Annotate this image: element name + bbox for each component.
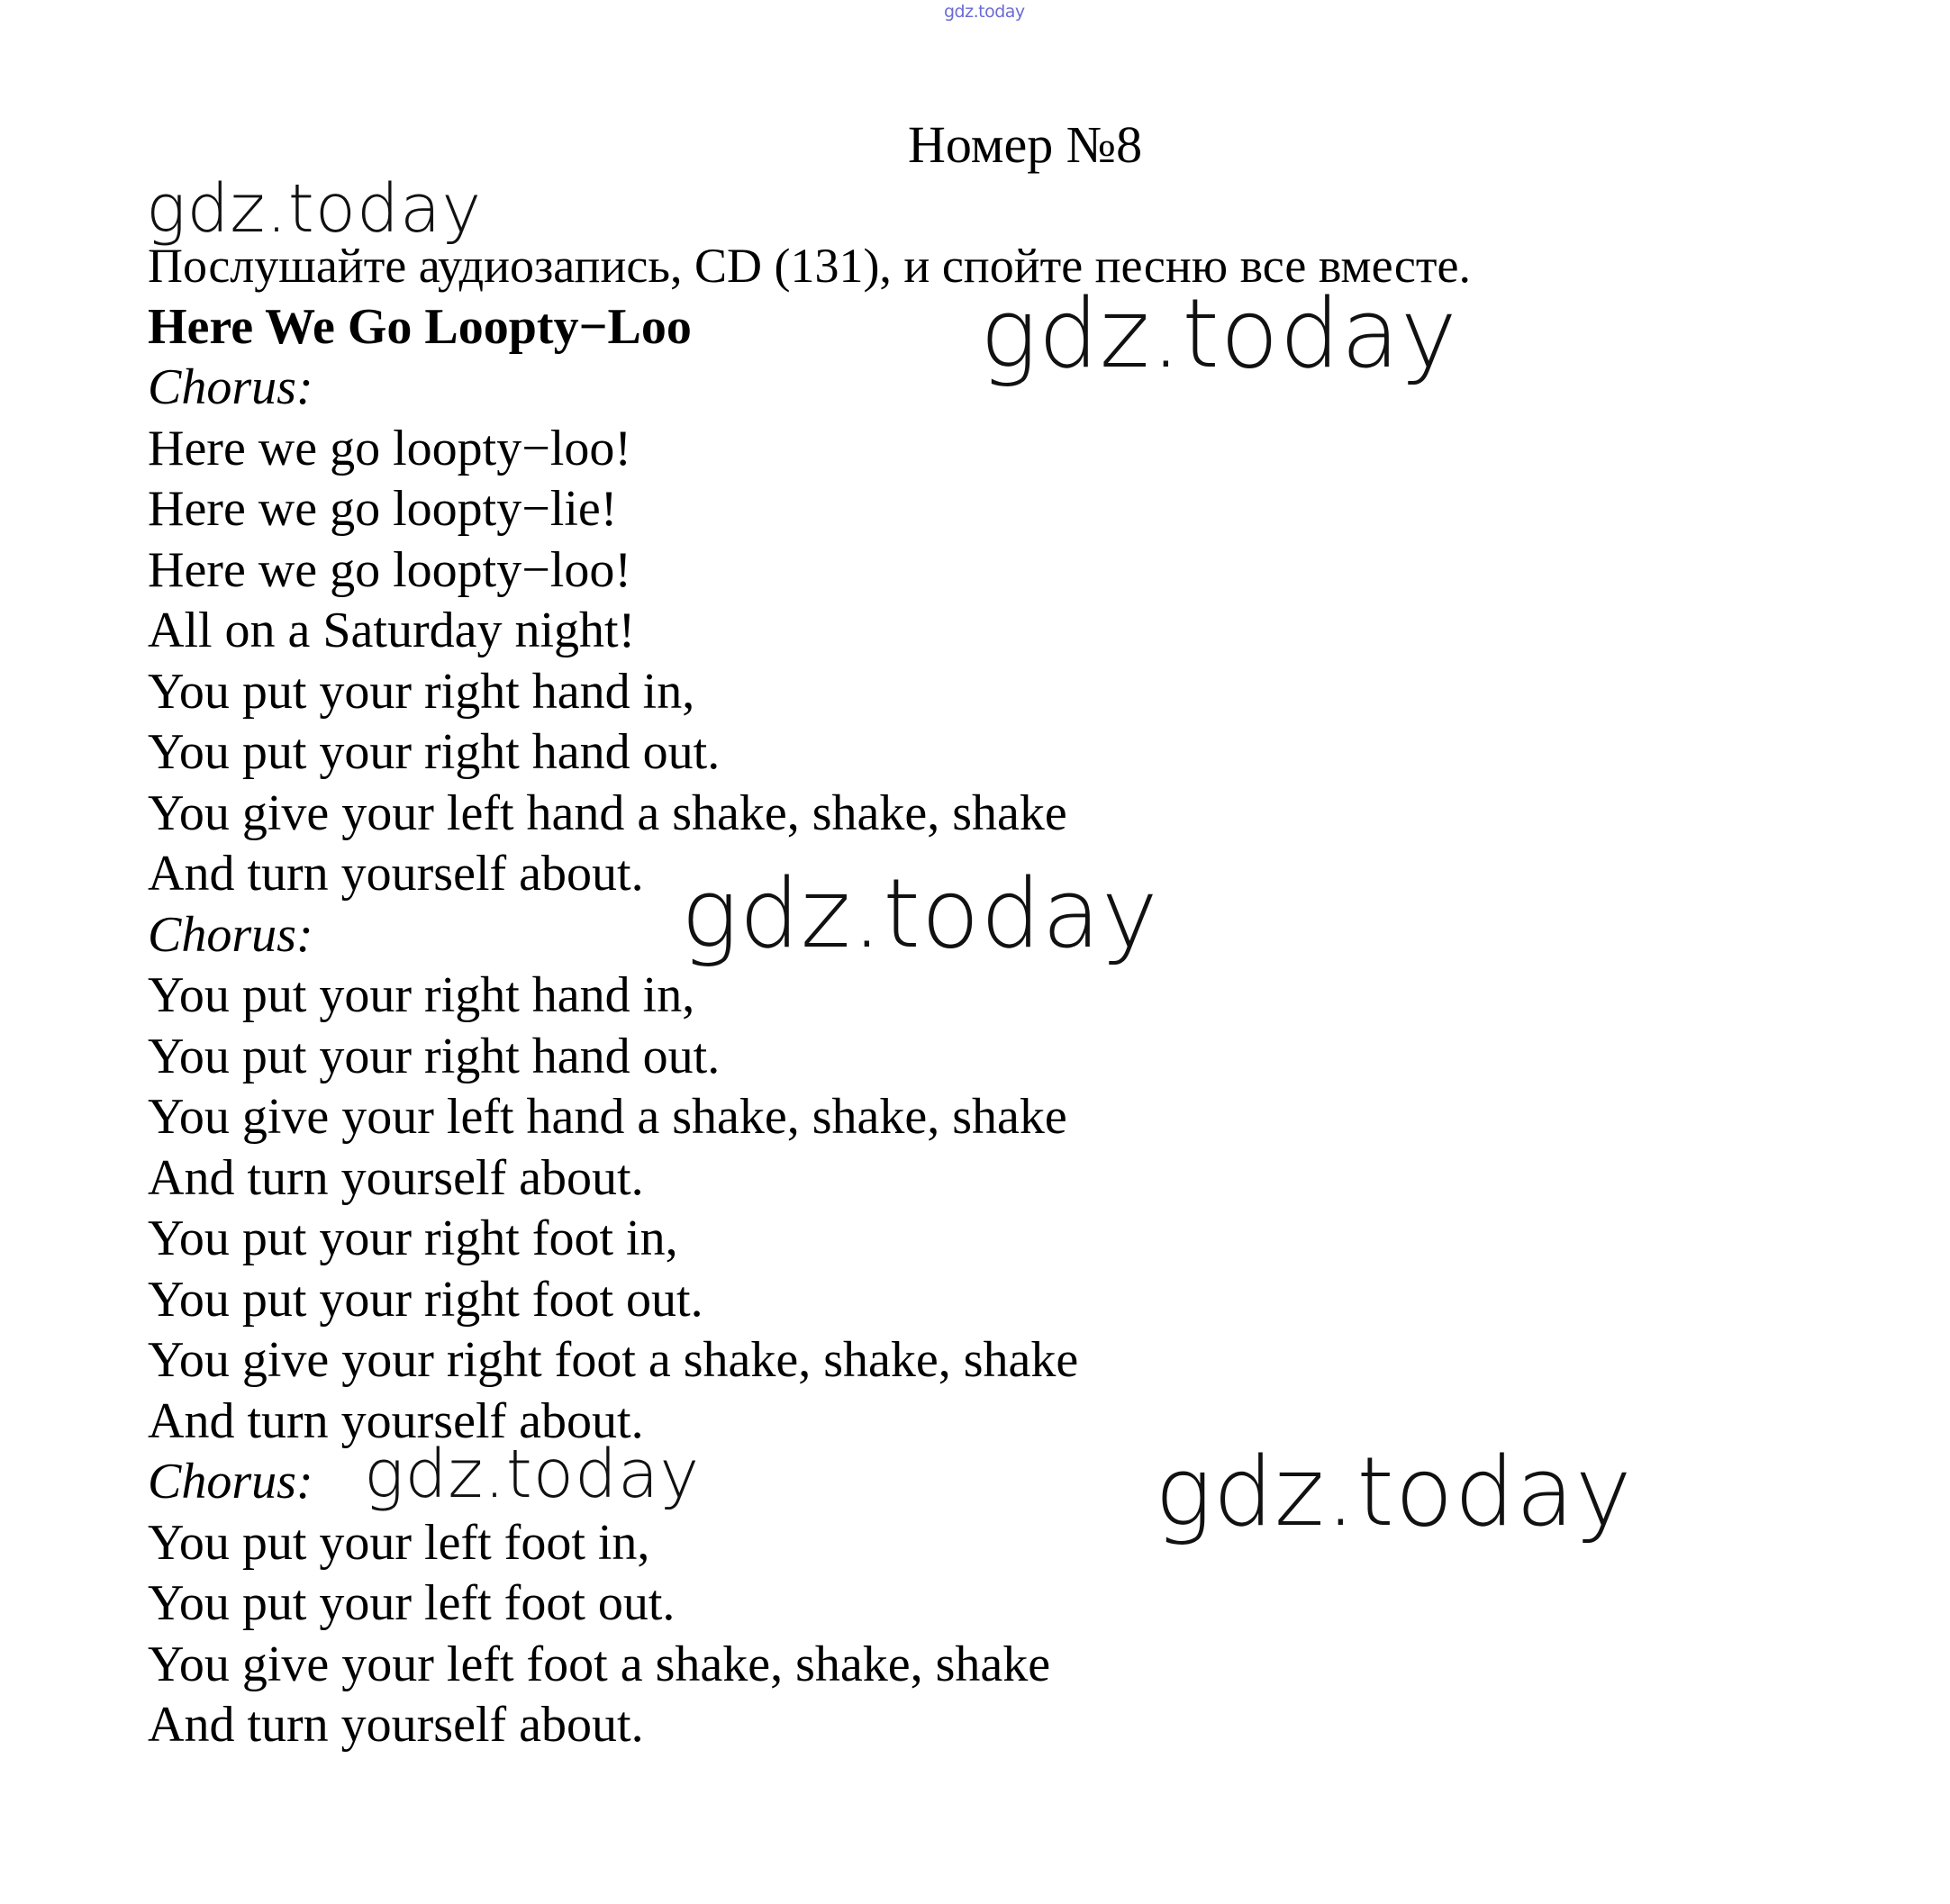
lyric-line: Here we go loopty−lie! <box>148 481 618 537</box>
lyric-line: And turn yourself about. <box>148 846 644 902</box>
lyric-line: And turn yourself about. <box>148 1392 644 1449</box>
watermark: gdz.today <box>146 170 483 248</box>
lyrics <box>148 358 1859 1756</box>
lyric-line: You put your right foot in, <box>148 1210 678 1266</box>
chorus-label: Chorus: <box>148 906 313 963</box>
lyric-line: You give your left foot a shake, shake, shake <box>148 1636 1051 1692</box>
lyric-line: You put your right hand out. <box>148 724 721 780</box>
lyric-line: You put your right hand in, <box>148 967 695 1023</box>
lyric-line: Here we go loopty−loo! <box>148 420 632 476</box>
lyric-line: Here we go loopty−loo! <box>148 541 632 598</box>
lyric-line: All on a Saturday night! <box>148 603 636 658</box>
lyric-line: You put your right foot out. <box>148 1271 703 1328</box>
chorus-label: Chorus: <box>148 1454 313 1510</box>
top-watermark: gdz.today <box>944 2 1025 22</box>
watermark: gdz.today <box>1155 1437 1633 1547</box>
document-body <box>148 236 1859 1756</box>
lyric-line: You give your left hand a shake, shake, shake <box>148 784 1067 841</box>
watermark: gdz.today <box>980 278 1458 389</box>
lyric-line: You put your right hand in, <box>148 663 695 720</box>
lyric-line: You put your left foot in, <box>148 1514 650 1571</box>
song-title: Here We Go Loopty−Loo <box>148 298 692 355</box>
watermark: gdz.today <box>681 858 1159 969</box>
lyric-line: You put your right hand out. <box>148 1028 721 1084</box>
lyric-line: And turn yourself about. <box>148 1149 644 1206</box>
instruction-text: Послушайте аудиозапись, CD (131), и спойте песню все вместе. <box>148 239 1471 293</box>
lyric-line: You give your left hand a shake, shake, shake <box>148 1089 1067 1145</box>
chorus-label: Chorus: <box>148 359 313 415</box>
page-title: Номер №8 <box>908 115 1143 174</box>
lyric-line: You put your left foot out. <box>148 1575 676 1631</box>
lyric-line: You give your right foot a shake, shake, shake <box>148 1332 1079 1388</box>
watermark: gdz.today <box>364 1436 701 1513</box>
lyric-line: And turn yourself about. <box>148 1697 644 1753</box>
